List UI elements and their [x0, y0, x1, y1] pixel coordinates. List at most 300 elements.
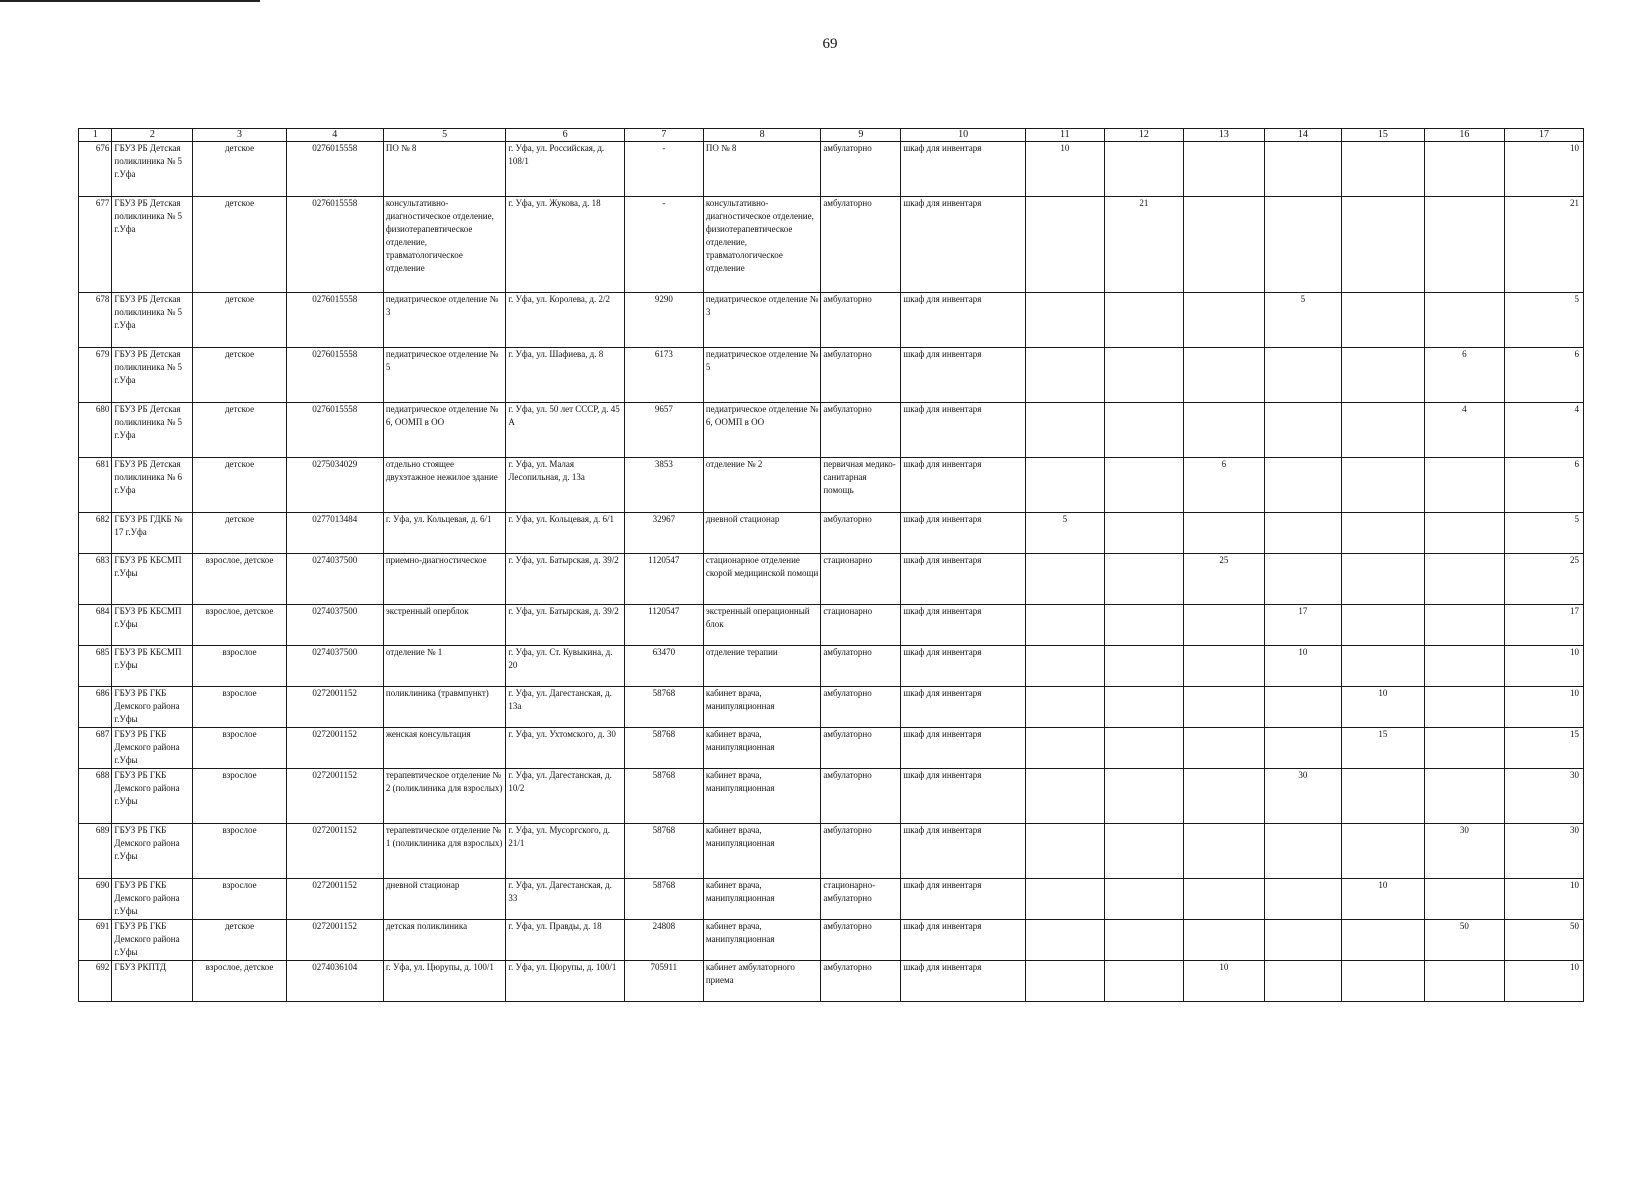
cell-col-16	[1424, 687, 1504, 728]
cell-department: консультативно-диагностическое отделение, физиотерапевтическое отделение, травматологическое отделение	[383, 197, 506, 293]
cell-area: -	[624, 142, 703, 197]
cell-col-15: 10	[1341, 687, 1424, 728]
cell-row-number: 690	[79, 879, 112, 920]
cell-col-11	[1025, 458, 1104, 513]
cell-item: шкаф для инвентаря	[901, 513, 1026, 554]
cell-unit: кабинет врача, манипуляционная	[703, 687, 820, 728]
cell-total: 10	[1504, 961, 1583, 1002]
cell-col-12: 21	[1104, 197, 1183, 293]
cell-address: г. Уфа, ул. Правды, д. 18	[506, 920, 624, 961]
cell-department: экстренный оперблок	[383, 605, 506, 646]
cell-col-11	[1025, 769, 1104, 824]
cell-col-12	[1104, 605, 1183, 646]
cell-col-11	[1025, 728, 1104, 769]
cell-col-16	[1424, 293, 1504, 348]
cell-col-16	[1424, 554, 1504, 605]
cell-col-16: 6	[1424, 348, 1504, 403]
column-header: 10	[901, 129, 1026, 142]
cell-unit: отделение № 2	[703, 458, 820, 513]
cell-unit: экстренный операционный блок	[703, 605, 820, 646]
cell-col-16	[1424, 879, 1504, 920]
cell-department: г. Уфа, ул. Цюрупы, д. 100/1	[383, 961, 506, 1002]
cell-item: шкаф для инвентаря	[901, 961, 1026, 1002]
cell-area: 58768	[624, 728, 703, 769]
cell-col-12	[1104, 687, 1183, 728]
cell-col-12	[1104, 142, 1183, 197]
cell-col-15	[1341, 605, 1424, 646]
cell-row-number: 689	[79, 824, 112, 879]
table-row	[79, 293, 1584, 348]
cell-col-16	[1424, 605, 1504, 646]
cell-col-15	[1341, 513, 1424, 554]
cell-row-number: 679	[79, 348, 112, 403]
cell-col-13	[1183, 605, 1264, 646]
cell-organization: ГБУЗ РБ Детская поликлиника № 5 г.Уфа	[112, 142, 193, 197]
cell-col-15	[1341, 348, 1424, 403]
cell-department: женская консультация	[383, 728, 506, 769]
cell-care-form: стационарно	[821, 554, 901, 605]
table-row	[79, 605, 1584, 646]
cell-total: 25	[1504, 554, 1583, 605]
cell-total: 5	[1504, 513, 1583, 554]
cell-col-13	[1183, 513, 1264, 554]
cell-organization: ГБУЗ РБ ГКБ Демского района г.Уфы	[112, 728, 193, 769]
scan-edge-line	[0, 0, 260, 2]
cell-inn: 0272001152	[286, 824, 383, 879]
cell-address: г. Уфа, ул. Дагестанская, д. 13а	[506, 687, 624, 728]
cell-care-form: амбулаторно	[821, 687, 901, 728]
cell-col-16	[1424, 197, 1504, 293]
cell-col-11	[1025, 605, 1104, 646]
cell-address: г. Уфа, ул. Батырская, д. 39/2	[506, 605, 624, 646]
cell-item: шкаф для инвентаря	[901, 403, 1026, 458]
column-header: 12	[1104, 129, 1183, 142]
table-row	[79, 646, 1584, 687]
cell-col-14	[1264, 554, 1341, 605]
cell-col-12	[1104, 646, 1183, 687]
cell-col-15: 15	[1341, 728, 1424, 769]
cell-inn: 0276015558	[286, 293, 383, 348]
header-row	[79, 129, 1584, 142]
cell-row-number: 691	[79, 920, 112, 961]
cell-item: шкаф для инвентаря	[901, 879, 1026, 920]
cell-total: 15	[1504, 728, 1583, 769]
cell-care-form: амбулаторно	[821, 197, 901, 293]
cell-area: 3853	[624, 458, 703, 513]
cell-item: шкаф для инвентаря	[901, 646, 1026, 687]
cell-department: педиатрическое отделение № 5	[383, 348, 506, 403]
cell-total: 30	[1504, 824, 1583, 879]
cell-col-15	[1341, 403, 1424, 458]
cell-col-14	[1264, 513, 1341, 554]
cell-organization: ГБУЗ РКПТД	[112, 961, 193, 1002]
cell-inn: 0275034029	[286, 458, 383, 513]
cell-item: шкаф для инвентаря	[901, 687, 1026, 728]
table-row	[79, 348, 1584, 403]
cell-col-14: 17	[1264, 605, 1341, 646]
cell-department: педиатрическое отделение № 3	[383, 293, 506, 348]
cell-unit: кабинет врача, манипуляционная	[703, 824, 820, 879]
cell-care-form: первичная медико-санитарная помощь	[821, 458, 901, 513]
cell-organization: ГБУЗ РБ ГДКБ № 17 г.Уфа	[112, 513, 193, 554]
table-row	[79, 458, 1584, 513]
cell-col-13	[1183, 348, 1264, 403]
cell-address: г. Уфа, ул. 50 лет СССР, д. 45 А	[506, 403, 624, 458]
table-row	[79, 403, 1584, 458]
cell-col-15	[1341, 920, 1424, 961]
cell-inn: 0276015558	[286, 348, 383, 403]
cell-area: 58768	[624, 769, 703, 824]
column-header: 14	[1264, 129, 1341, 142]
cell-unit: кабинет врача, манипуляционная	[703, 728, 820, 769]
cell-department: терапевтическое отделение № 2 (поликлиника для взрослых)	[383, 769, 506, 824]
cell-address: г. Уфа, ул. Королева, д. 2/2	[506, 293, 624, 348]
cell-row-number: 682	[79, 513, 112, 554]
cell-col-14	[1264, 728, 1341, 769]
cell-age-group: детское	[193, 458, 286, 513]
cell-care-form: амбулаторно	[821, 769, 901, 824]
table-row	[79, 728, 1584, 769]
cell-total: 5	[1504, 293, 1583, 348]
cell-row-number: 677	[79, 197, 112, 293]
cell-col-11	[1025, 646, 1104, 687]
cell-department: педиатрическое отделение № 6, ООМП в ОО	[383, 403, 506, 458]
cell-col-15	[1341, 197, 1424, 293]
cell-col-15: 10	[1341, 879, 1424, 920]
cell-total: 6	[1504, 458, 1583, 513]
table-row	[79, 197, 1584, 293]
cell-col-12	[1104, 554, 1183, 605]
cell-care-form: амбулаторно	[821, 293, 901, 348]
cell-col-13	[1183, 646, 1264, 687]
cell-col-14: 5	[1264, 293, 1341, 348]
cell-inn: 0272001152	[286, 728, 383, 769]
cell-unit: педиатрическое отделение № 6, ООМП в ОО	[703, 403, 820, 458]
cell-address: г. Уфа, ул. Жукова, д. 18	[506, 197, 624, 293]
cell-col-13	[1183, 687, 1264, 728]
table-row	[79, 554, 1584, 605]
cell-organization: ГБУЗ РБ ГКБ Демского района г.Уфы	[112, 920, 193, 961]
cell-unit: педиатрическое отделение № 5	[703, 348, 820, 403]
cell-department: отдельно стоящее двухэтажное нежилое здание	[383, 458, 506, 513]
cell-inn: 0277013484	[286, 513, 383, 554]
cell-item: шкаф для инвентаря	[901, 920, 1026, 961]
cell-care-form: амбулаторно	[821, 403, 901, 458]
cell-col-11	[1025, 961, 1104, 1002]
cell-item: шкаф для инвентаря	[901, 824, 1026, 879]
cell-col-12	[1104, 513, 1183, 554]
cell-address: г. Уфа, ул. Мусоргского, д. 21/1	[506, 824, 624, 879]
page-number: 69	[822, 36, 838, 52]
cell-col-12	[1104, 348, 1183, 403]
cell-item: шкаф для инвентаря	[901, 458, 1026, 513]
table-row	[79, 513, 1584, 554]
cell-col-11	[1025, 879, 1104, 920]
cell-address: г. Уфа, ул. Батырская, д. 39/2	[506, 554, 624, 605]
cell-address: г. Уфа, ул. Шафиева, д. 8	[506, 348, 624, 403]
cell-address: г. Уфа, ул. Ст. Кувыкина, д. 20	[506, 646, 624, 687]
cell-item: шкаф для инвентаря	[901, 769, 1026, 824]
cell-care-form: амбулаторно	[821, 824, 901, 879]
cell-care-form: амбулаторно	[821, 142, 901, 197]
table-row	[79, 142, 1584, 197]
cell-organization: ГБУЗ РБ КБСМП г.Уфы	[112, 646, 193, 687]
cell-care-form: стационарно	[821, 605, 901, 646]
table-row	[79, 824, 1584, 879]
cell-unit: ПО № 8	[703, 142, 820, 197]
cell-col-14	[1264, 879, 1341, 920]
register-table	[78, 128, 1584, 1002]
cell-area: -	[624, 197, 703, 293]
cell-col-15	[1341, 769, 1424, 824]
cell-total: 17	[1504, 605, 1583, 646]
cell-area: 58768	[624, 879, 703, 920]
cell-col-13: 6	[1183, 458, 1264, 513]
cell-age-group: взрослое, детское	[193, 605, 286, 646]
cell-area: 6173	[624, 348, 703, 403]
cell-col-14	[1264, 197, 1341, 293]
cell-row-number: 685	[79, 646, 112, 687]
cell-col-14	[1264, 142, 1341, 197]
cell-organization: ГБУЗ РБ ГКБ Демского района г.Уфы	[112, 824, 193, 879]
cell-area: 58768	[624, 824, 703, 879]
cell-col-12	[1104, 879, 1183, 920]
cell-age-group: взрослое	[193, 824, 286, 879]
cell-col-16	[1424, 728, 1504, 769]
cell-address: г. Уфа, ул. Ухтомского, д. 30	[506, 728, 624, 769]
column-header: 9	[821, 129, 901, 142]
cell-row-number: 687	[79, 728, 112, 769]
column-header: 17	[1504, 129, 1583, 142]
cell-row-number: 680	[79, 403, 112, 458]
cell-col-11	[1025, 824, 1104, 879]
cell-address: г. Уфа, ул. Дагестанская, д. 10/2	[506, 769, 624, 824]
cell-department: детская поликлиника	[383, 920, 506, 961]
cell-area: 1120547	[624, 554, 703, 605]
cell-col-14	[1264, 458, 1341, 513]
cell-col-14	[1264, 348, 1341, 403]
cell-total: 50	[1504, 920, 1583, 961]
cell-col-13	[1183, 403, 1264, 458]
cell-address: г. Уфа, ул. Кольцевая, д. 6/1	[506, 513, 624, 554]
cell-organization: ГБУЗ РБ Детская поликлиника № 5 г.Уфа	[112, 403, 193, 458]
cell-organization: ГБУЗ РБ Детская поликлиника № 5 г.Уфа	[112, 197, 193, 293]
cell-age-group: детское	[193, 142, 286, 197]
cell-address: г. Уфа, ул. Цюрупы, д. 100/1	[506, 961, 624, 1002]
cell-unit: кабинет врача, манипуляционная	[703, 920, 820, 961]
cell-total: 10	[1504, 142, 1583, 197]
cell-item: шкаф для инвентаря	[901, 293, 1026, 348]
cell-care-form: амбулаторно	[821, 348, 901, 403]
cell-inn: 0272001152	[286, 687, 383, 728]
cell-col-14	[1264, 403, 1341, 458]
cell-col-12	[1104, 824, 1183, 879]
cell-age-group: взрослое	[193, 769, 286, 824]
cell-area: 9657	[624, 403, 703, 458]
cell-col-16	[1424, 513, 1504, 554]
cell-row-number: 676	[79, 142, 112, 197]
cell-inn: 0276015558	[286, 142, 383, 197]
cell-total: 21	[1504, 197, 1583, 293]
column-header: 2	[112, 129, 193, 142]
cell-col-16	[1424, 961, 1504, 1002]
cell-unit: кабинет амбулаторного приема	[703, 961, 820, 1002]
cell-col-11	[1025, 348, 1104, 403]
cell-col-13	[1183, 824, 1264, 879]
cell-item: шкаф для инвентаря	[901, 348, 1026, 403]
cell-age-group: взрослое	[193, 646, 286, 687]
table-row	[79, 879, 1584, 920]
cell-col-13	[1183, 142, 1264, 197]
cell-col-12	[1104, 403, 1183, 458]
cell-col-13	[1183, 197, 1264, 293]
table-row	[79, 769, 1584, 824]
cell-organization: ГБУЗ РБ КБСМП г.Уфы	[112, 605, 193, 646]
cell-inn: 0272001152	[286, 920, 383, 961]
cell-col-15	[1341, 293, 1424, 348]
cell-row-number: 684	[79, 605, 112, 646]
cell-col-14: 10	[1264, 646, 1341, 687]
cell-unit: отделение терапии	[703, 646, 820, 687]
table-row	[79, 687, 1584, 728]
cell-area: 32967	[624, 513, 703, 554]
column-header: 3	[193, 129, 286, 142]
cell-area: 1120547	[624, 605, 703, 646]
cell-care-form: амбулаторно	[821, 646, 901, 687]
cell-col-11: 5	[1025, 513, 1104, 554]
cell-col-16	[1424, 769, 1504, 824]
column-header: 8	[703, 129, 820, 142]
cell-department: дневной стационар	[383, 879, 506, 920]
cell-organization: ГБУЗ РБ ГКБ Демского района г.Уфы	[112, 879, 193, 920]
column-header: 5	[383, 129, 506, 142]
cell-total: 10	[1504, 687, 1583, 728]
cell-unit: педиатрическое отделение № 3	[703, 293, 820, 348]
cell-unit: кабинет врача, манипуляционная	[703, 879, 820, 920]
cell-department: г. Уфа, ул. Кольцевая, д. 6/1	[383, 513, 506, 554]
cell-total: 30	[1504, 769, 1583, 824]
cell-row-number: 692	[79, 961, 112, 1002]
cell-inn: 0276015558	[286, 197, 383, 293]
cell-col-15	[1341, 458, 1424, 513]
cell-inn: 0272001152	[286, 769, 383, 824]
column-header: 6	[506, 129, 624, 142]
cell-col-14	[1264, 920, 1341, 961]
cell-col-11	[1025, 687, 1104, 728]
cell-col-13: 10	[1183, 961, 1264, 1002]
cell-care-form: стационарно-амбулаторно	[821, 879, 901, 920]
cell-col-16	[1424, 458, 1504, 513]
cell-col-12	[1104, 458, 1183, 513]
cell-unit: консультативно-диагностическое отделение, физиотерапевтическое отделение, травматологическое отделение	[703, 197, 820, 293]
cell-row-number: 681	[79, 458, 112, 513]
cell-area: 24808	[624, 920, 703, 961]
cell-item: шкаф для инвентаря	[901, 605, 1026, 646]
cell-unit: дневной стационар	[703, 513, 820, 554]
cell-col-14	[1264, 824, 1341, 879]
cell-col-15	[1341, 961, 1424, 1002]
column-header: 4	[286, 129, 383, 142]
cell-col-12	[1104, 769, 1183, 824]
cell-inn: 0274037500	[286, 605, 383, 646]
cell-inn: 0274036104	[286, 961, 383, 1002]
cell-col-11	[1025, 403, 1104, 458]
cell-col-14	[1264, 961, 1341, 1002]
cell-row-number: 686	[79, 687, 112, 728]
cell-col-16: 50	[1424, 920, 1504, 961]
cell-area: 705911	[624, 961, 703, 1002]
cell-care-form: амбулаторно	[821, 920, 901, 961]
cell-col-12	[1104, 961, 1183, 1002]
cell-total: 10	[1504, 879, 1583, 920]
cell-col-16: 30	[1424, 824, 1504, 879]
cell-age-group: детское	[193, 920, 286, 961]
cell-item: шкаф для инвентаря	[901, 728, 1026, 769]
cell-inn: 0276015558	[286, 403, 383, 458]
cell-organization: ГБУЗ РБ Детская поликлиника № 5 г.Уфа	[112, 348, 193, 403]
cell-age-group: взрослое	[193, 879, 286, 920]
cell-department: терапевтическое отделение № 1 (поликлиника для взрослых)	[383, 824, 506, 879]
cell-care-form: амбулаторно	[821, 961, 901, 1002]
cell-address: г. Уфа, ул. Российская, д. 108/1	[506, 142, 624, 197]
cell-item: шкаф для инвентаря	[901, 554, 1026, 605]
cell-row-number: 683	[79, 554, 112, 605]
cell-organization: ГБУЗ РБ ГКБ Демского района г.Уфы	[112, 687, 193, 728]
cell-col-11	[1025, 293, 1104, 348]
cell-organization: ГБУЗ РБ Детская поликлиника № 5 г.Уфа	[112, 293, 193, 348]
cell-care-form: амбулаторно	[821, 513, 901, 554]
cell-col-14	[1264, 687, 1341, 728]
cell-col-15	[1341, 554, 1424, 605]
cell-col-16: 4	[1424, 403, 1504, 458]
cell-inn: 0274037500	[286, 646, 383, 687]
cell-age-group: детское	[193, 197, 286, 293]
cell-department: поликлиника (травмпункт)	[383, 687, 506, 728]
cell-item: шкаф для инвентаря	[901, 197, 1026, 293]
cell-col-13	[1183, 769, 1264, 824]
cell-address: г. Уфа, ул. Малая Лесопильная, д. 13а	[506, 458, 624, 513]
cell-inn: 0274037500	[286, 554, 383, 605]
cell-age-group: детское	[193, 403, 286, 458]
cell-col-11: 10	[1025, 142, 1104, 197]
cell-col-15	[1341, 824, 1424, 879]
cell-col-14: 30	[1264, 769, 1341, 824]
cell-col-16	[1424, 142, 1504, 197]
cell-age-group: взрослое	[193, 687, 286, 728]
cell-area: 9290	[624, 293, 703, 348]
column-header: 1	[79, 129, 112, 142]
cell-col-12	[1104, 293, 1183, 348]
cell-col-13	[1183, 920, 1264, 961]
column-header: 7	[624, 129, 703, 142]
cell-col-13: 25	[1183, 554, 1264, 605]
cell-inn: 0272001152	[286, 879, 383, 920]
cell-area: 58768	[624, 687, 703, 728]
cell-care-form: амбулаторно	[821, 728, 901, 769]
cell-col-11	[1025, 920, 1104, 961]
cell-department: ПО № 8	[383, 142, 506, 197]
column-header: 16	[1424, 129, 1504, 142]
cell-col-12	[1104, 920, 1183, 961]
cell-col-13	[1183, 879, 1264, 920]
column-header: 13	[1183, 129, 1264, 142]
cell-age-group: взрослое	[193, 728, 286, 769]
cell-total: 4	[1504, 403, 1583, 458]
cell-row-number: 688	[79, 769, 112, 824]
cell-col-11	[1025, 197, 1104, 293]
cell-age-group: детское	[193, 513, 286, 554]
table-row	[79, 961, 1584, 1002]
